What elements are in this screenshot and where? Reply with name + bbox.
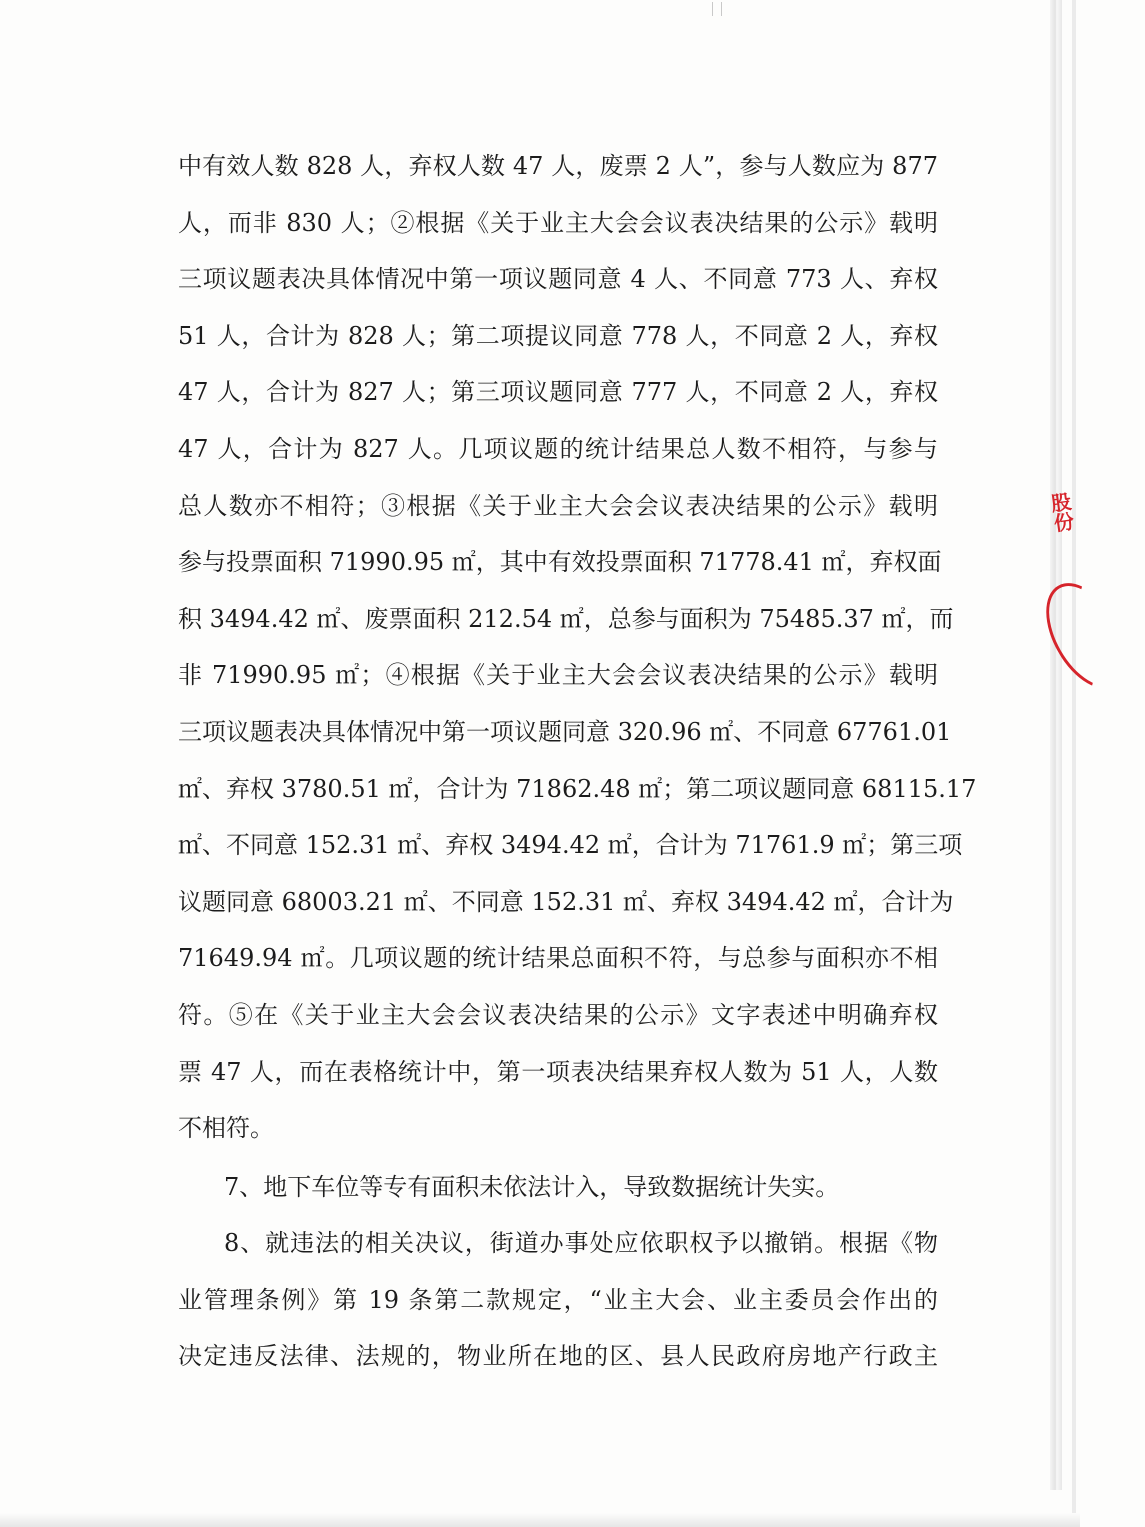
body-line: 票 47 人，而在表格统计中，第一项表决结果弃权人数为 51 人，人数 [178,1057,938,1086]
body-line: ㎡、不同意 152.31 ㎡、弃权 3494.42 ㎡，合计为 71761.9 ㎡；第三项 [178,831,963,860]
page-edge-shadow [1050,0,1062,1490]
body-line: 人，而非 830 人；②根据《关于业主大会会议表决结果的公示》载明 [178,208,938,237]
body-line: 51 人，合计为 828 人；第二项提议同意 778 人，不同意 2 人，弃权 [178,321,938,350]
item-8-line: 业管理条例》第 19 条第二款规定，“业主大会、业主委员会作出的 [178,1285,938,1314]
seal-text: 股份 [1046,490,1076,534]
body-line: 三项议题表决具体情况中第一项议题同意 4 人、不同意 773 人、弃权 [178,265,938,294]
body-line: 中有效人数 828 人，弃权人数 47 人，废票 2 人”，参与人数应为 877 [178,152,938,180]
red-seal-stamp [1046,478,1080,698]
body-line: 总人数亦不相符；③根据《关于业主大会会议表决结果的公示》载明 [178,491,938,520]
body-line: ㎡、弃权 3780.51 ㎡，合计为 71862.48 ㎡；第二项议题同意 68115.17 [178,774,977,803]
body-line: 47 人，合计为 827 人。几项议题的统计结果总人数不相符，与参与 [178,434,938,463]
item-8-line: 8、就违法的相关决议，街道办事处应依职权予以撤销。根据《物 [224,1229,938,1258]
body-line: 不相符。 [178,1114,274,1143]
item-7: 7、地下车位等专有面积未依法计入，导致数据统计失实。 [224,1172,840,1201]
body-line: 三项议题表决具体情况中第一项议题同意 320.96 ㎡、不同意 67761.01 [178,717,952,746]
body-line: 71649.94 ㎡。几项议题的统计结果总面积不符，与总参与面积亦不相 [178,944,938,973]
seal-arc [1029,569,1144,702]
body-line: 47 人，合计为 827 人；第三项议题同意 777 人，不同意 2 人，弃权 [178,378,938,407]
body-line: 积 3494.42 ㎡、废票面积 212.54 ㎡，总参与面积为 75485.37 ㎡，而 [178,604,954,633]
body-line: 参与投票面积 71990.95 ㎡，其中有效投票面积 71778.41 ㎡，弃权面 [178,548,942,577]
document-body [178,138,977,1385]
item-8-line: 决定违反法律、法规的，物业所在地的区、县人民政府房地产行政主 [178,1342,938,1371]
body-line: 非 71990.95 ㎡；④根据《关于业主大会会议表决结果的公示》载明 [178,661,938,690]
page-bottom-shadow [0,1513,1080,1527]
page-edge-line [1072,0,1076,1527]
body-line: 议题同意 68003.21 ㎡、不同意 152.31 ㎡、弃权 3494.42 ㎡，合计为 [178,887,954,916]
body-line: 符。⑤在《关于业主大会会议表决结果的公示》文字表述中明确弃权 [178,1000,938,1029]
page-binding-mark [712,2,722,16]
